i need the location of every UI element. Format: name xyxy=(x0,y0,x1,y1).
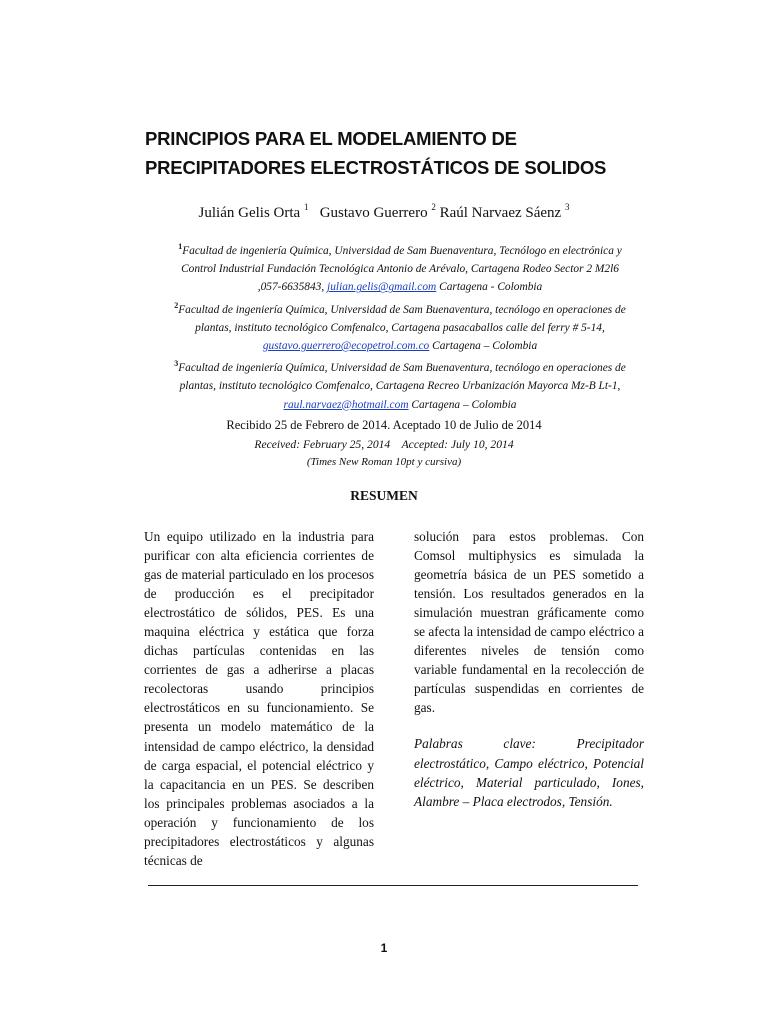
author-affil-marker: 1 xyxy=(303,202,309,212)
author-list xyxy=(0,202,768,222)
abstract-heading: RESUMEN xyxy=(350,488,418,503)
dates-english: Received: February 25, 2014 Accepted: July 10, 2014 xyxy=(254,438,514,451)
footnote-separator xyxy=(148,885,638,886)
affil-text: Facultad de ingeniería Química, Universidad de Sam Buenaventura, tecnólogo en operaciones de xyxy=(178,303,626,316)
author-name: Gustavo Guerrero xyxy=(319,205,428,221)
affil-text: Cartagena - Colombia xyxy=(436,281,543,294)
author-name: Julián Gelis Orta xyxy=(198,205,301,221)
format-note: (Times New Roman 10pt y cursiva) xyxy=(306,456,462,468)
affiliation-1-line-2: Control Industrial Fundación Tecnológica Antonio de Arévalo, Cartagena Rodeo Sector 2 M2l6 xyxy=(181,263,619,276)
affiliation-3-line-1 xyxy=(140,355,660,377)
abstract-text-left: Un equipo utilizado en la industria para purificar con alta eficiencia corrientes de gas de material particulado en los procesos de producción es el precipitador electrostático de sólidos, PES. Es una maquina eléctrica y estática que forza dichas partículas contenidas en las corrientes de gas a adherirse a placas recolectoras usando principios electrostáticos en su funcionamiento. Se presenta un modelo matemático de la intensidad de campo eléctrico, la densidad de carga espacial, el potencial eléctrico y la capacitancia en un PES. Se describen los principales problemas asociados a la operación y funcionamiento de los precipitadores electrostáticos y algunas técnicas de xyxy=(144,529,374,868)
submission-dates xyxy=(0,416,768,471)
affiliation-2-line-2: plantas, instituto tecnológico Comfenalco, Cartagena pasacaballos calle del ferry # 5-14, xyxy=(195,321,605,334)
affil-marker: 3 xyxy=(174,359,179,369)
affiliation-2-line-1 xyxy=(140,297,660,319)
affiliation-3-line-2: plantas, instituto tecnológico Comfenalco, Cartagena Recreo Urbanización Mayorca Mz-B Lt-1, xyxy=(179,380,621,393)
page-number: 1 xyxy=(380,941,388,955)
affiliation-3-line-3 xyxy=(140,396,660,414)
email-link-1[interactable]: julian.gelis@gmail.com xyxy=(327,281,437,294)
author-name: Raúl Narvaez Sáenz xyxy=(439,205,562,221)
abstract-column-left xyxy=(144,527,374,870)
author-affil-marker: 3 xyxy=(564,202,570,212)
abstract-column-right xyxy=(414,527,644,811)
abstract-text-right: solución para estos problemas. Con Comsol multiphysics es simulada la geometría básica de un PES sometido a tensión. Los resultados generados en la simulación muestran gráficamente como se afecta la intensidad de campo eléctrico a diferentes niveles de tensión como variable fundamental en la recolección de partículas suspendidas en corrientes de gas. xyxy=(414,529,644,716)
title-line-2: PRECIPITADORES ELECTROSTÁTICOS DE SOLIDOS xyxy=(145,157,607,178)
affiliation-1-line-1 xyxy=(140,238,660,260)
affiliation-2-line-3 xyxy=(140,337,660,355)
affil-text: Cartagena – Colombia xyxy=(408,398,517,411)
affil-marker: 1 xyxy=(178,242,183,251)
paper-title xyxy=(145,124,685,182)
affiliations xyxy=(140,238,660,414)
author-affil-marker: 2 xyxy=(431,202,436,212)
email-link-2[interactable]: gustavo.guerrero@ecopetrol.com.co xyxy=(262,340,430,353)
affil-text: ,057-6635843, xyxy=(257,281,328,294)
dates-spanish: Recibido 25 de Febrero de 2014. Aceptado 10 de Julio de 2014 xyxy=(226,418,542,432)
keywords: Palabras clave: Precipitador electrostático, Campo eléctrico, Potencial eléctrico, Material particulado, Iones, Alambre – Placa electrodos, Tensión. xyxy=(414,736,644,809)
affil-text: Cartagena – Colombia xyxy=(429,340,538,353)
affil-text: Facultad de ingeniería Química, Universidad de Sam Buenaventura, tecnólogo en operaciones de xyxy=(178,362,626,375)
email-link-3[interactable]: raul.narvaez@hotmail.com xyxy=(283,398,409,411)
title-line-1: PRINCIPIOS PARA EL MODELAMIENTO DE xyxy=(145,128,517,149)
affil-marker: 2 xyxy=(174,300,179,310)
affil-text: Facultad de ingeniería Química, Universidad de Sam Buenaventura, Tecnólogo en electrónica y xyxy=(182,245,622,257)
affiliation-1-line-3 xyxy=(140,278,660,296)
